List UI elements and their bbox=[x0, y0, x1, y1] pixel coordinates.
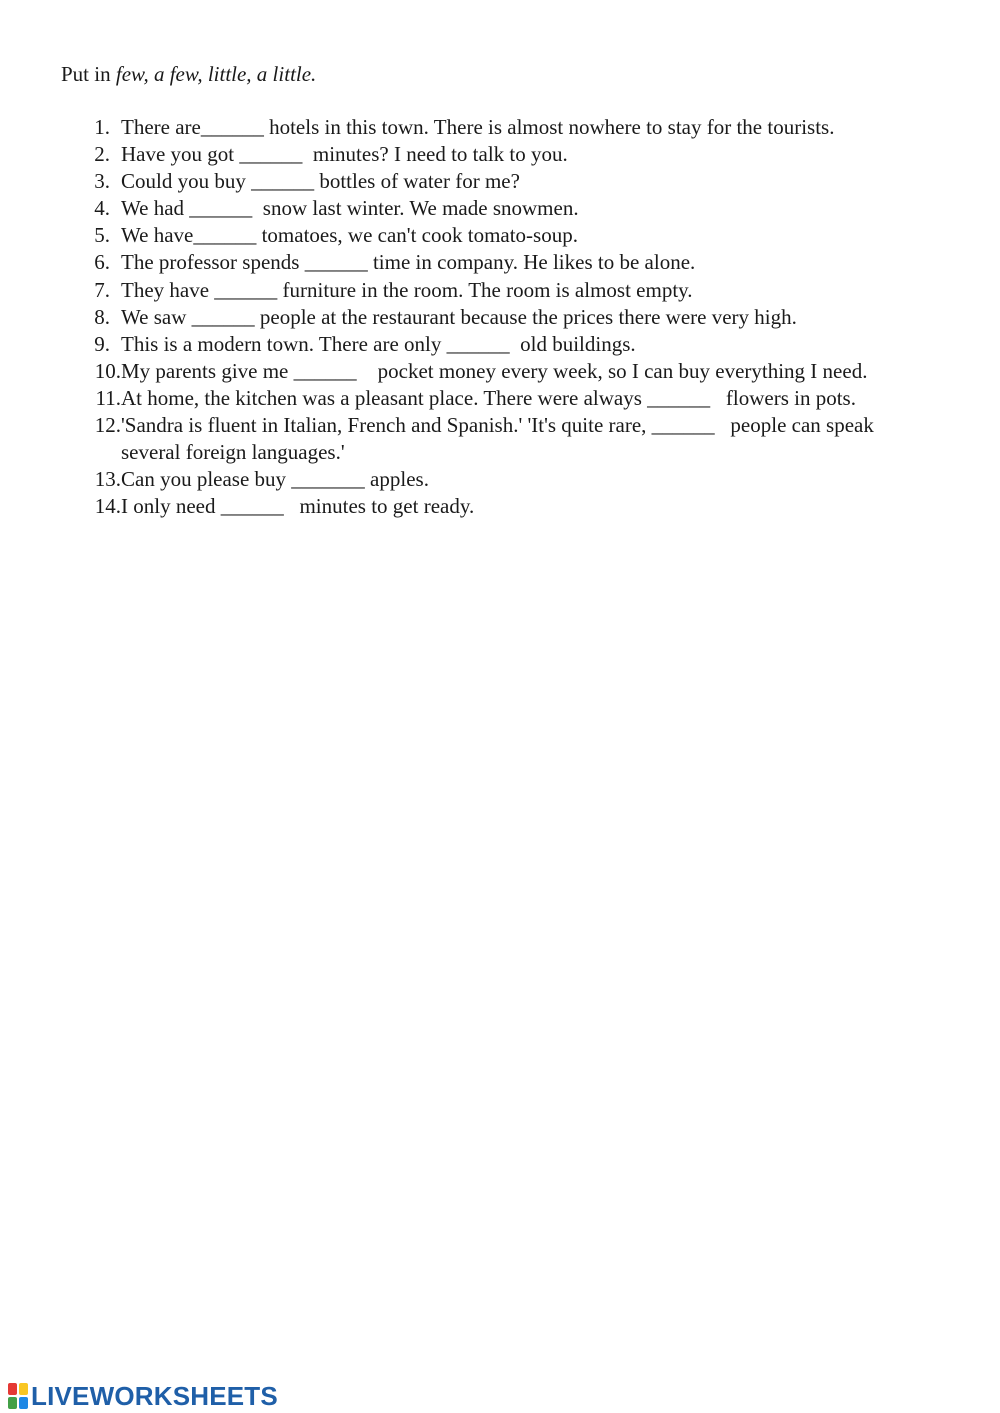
exercise-text: Can you please buy _______ apples. bbox=[121, 467, 429, 492]
exercise-text: I only need ______ minutes to get ready. bbox=[121, 494, 475, 519]
exercise-text: Could you buy ______ bottles of water for me? bbox=[121, 169, 520, 194]
exercise-item bbox=[0, 466, 921, 493]
exercise-item bbox=[0, 195, 921, 222]
exercise-text: My parents give me ______ pocket money every week, so I can buy everything I need. bbox=[121, 358, 868, 383]
instruction-prefix: Put in bbox=[61, 62, 116, 86]
exercise-number: 3. bbox=[94, 169, 110, 194]
exercise-item bbox=[0, 277, 921, 304]
exercise-item bbox=[0, 222, 921, 249]
exercise-item bbox=[0, 114, 921, 141]
exercise-text: There are______ hotels in this town. There is almost nowhere to stay for the tourists. bbox=[121, 115, 835, 139]
exercise-text: The professor spends ______ time in company. He likes to be alone. bbox=[121, 250, 696, 275]
exercise-text: We have______ tomatoes, we can't cook tomato-soup. bbox=[121, 223, 578, 248]
exercise-number: 9. bbox=[94, 331, 110, 356]
exercise-text: We saw ______ people at the restaurant because the prices there were very high. bbox=[121, 304, 797, 329]
exercise-item bbox=[0, 249, 921, 276]
exercise-text: We had ______ snow last winter. We made snowmen. bbox=[121, 196, 579, 221]
exercise-number: 2. bbox=[94, 142, 110, 167]
instruction bbox=[61, 61, 316, 88]
exercise-item bbox=[0, 168, 921, 195]
exercise-number: 13. bbox=[94, 467, 121, 492]
exercise-number: 12. bbox=[94, 413, 121, 438]
exercise-number: 8. bbox=[94, 304, 110, 329]
exercise-item bbox=[0, 493, 921, 520]
exercise-text: This is a modern town. There are only ______ old buildings. bbox=[121, 331, 636, 356]
liveworksheets-logo bbox=[8, 1381, 278, 1411]
exercise-text: 'Sandra is fluent in Italian, French and Spanish.' 'It's quite rare, ______ people can speak several foreign languages.' bbox=[121, 413, 880, 465]
exercise-number: 14. bbox=[94, 494, 121, 519]
exercise-text: Have you got ______ minutes? I need to talk to you. bbox=[121, 142, 568, 167]
exercise-text: At home, the kitchen was a pleasant place. There were always ______ flowers in pots. bbox=[121, 385, 856, 410]
exercise-item bbox=[0, 412, 921, 466]
exercise-number: 7. bbox=[94, 277, 110, 302]
exercise-number: 6. bbox=[94, 250, 110, 275]
liveworksheets-blocks-icon bbox=[8, 1383, 28, 1409]
exercise-number: 10. bbox=[94, 358, 121, 383]
exercise-item bbox=[0, 358, 921, 385]
exercise-item bbox=[0, 331, 921, 358]
exercise-number: 11. bbox=[95, 385, 121, 410]
instruction-options: few, a few, little, a little. bbox=[115, 62, 317, 86]
exercise-item bbox=[0, 304, 921, 331]
exercise-text: They have ______ furniture in the room. The room is almost empty. bbox=[121, 277, 693, 302]
exercise-number: 1. bbox=[94, 115, 110, 139]
exercise-number: 4. bbox=[94, 196, 110, 221]
exercise-item bbox=[0, 385, 921, 412]
exercise-number: 5. bbox=[94, 223, 110, 248]
exercise-item bbox=[0, 141, 921, 168]
exercise-list bbox=[0, 114, 1000, 520]
liveworksheets-wordmark: LIVEWORKSHEETS bbox=[31, 1381, 278, 1411]
